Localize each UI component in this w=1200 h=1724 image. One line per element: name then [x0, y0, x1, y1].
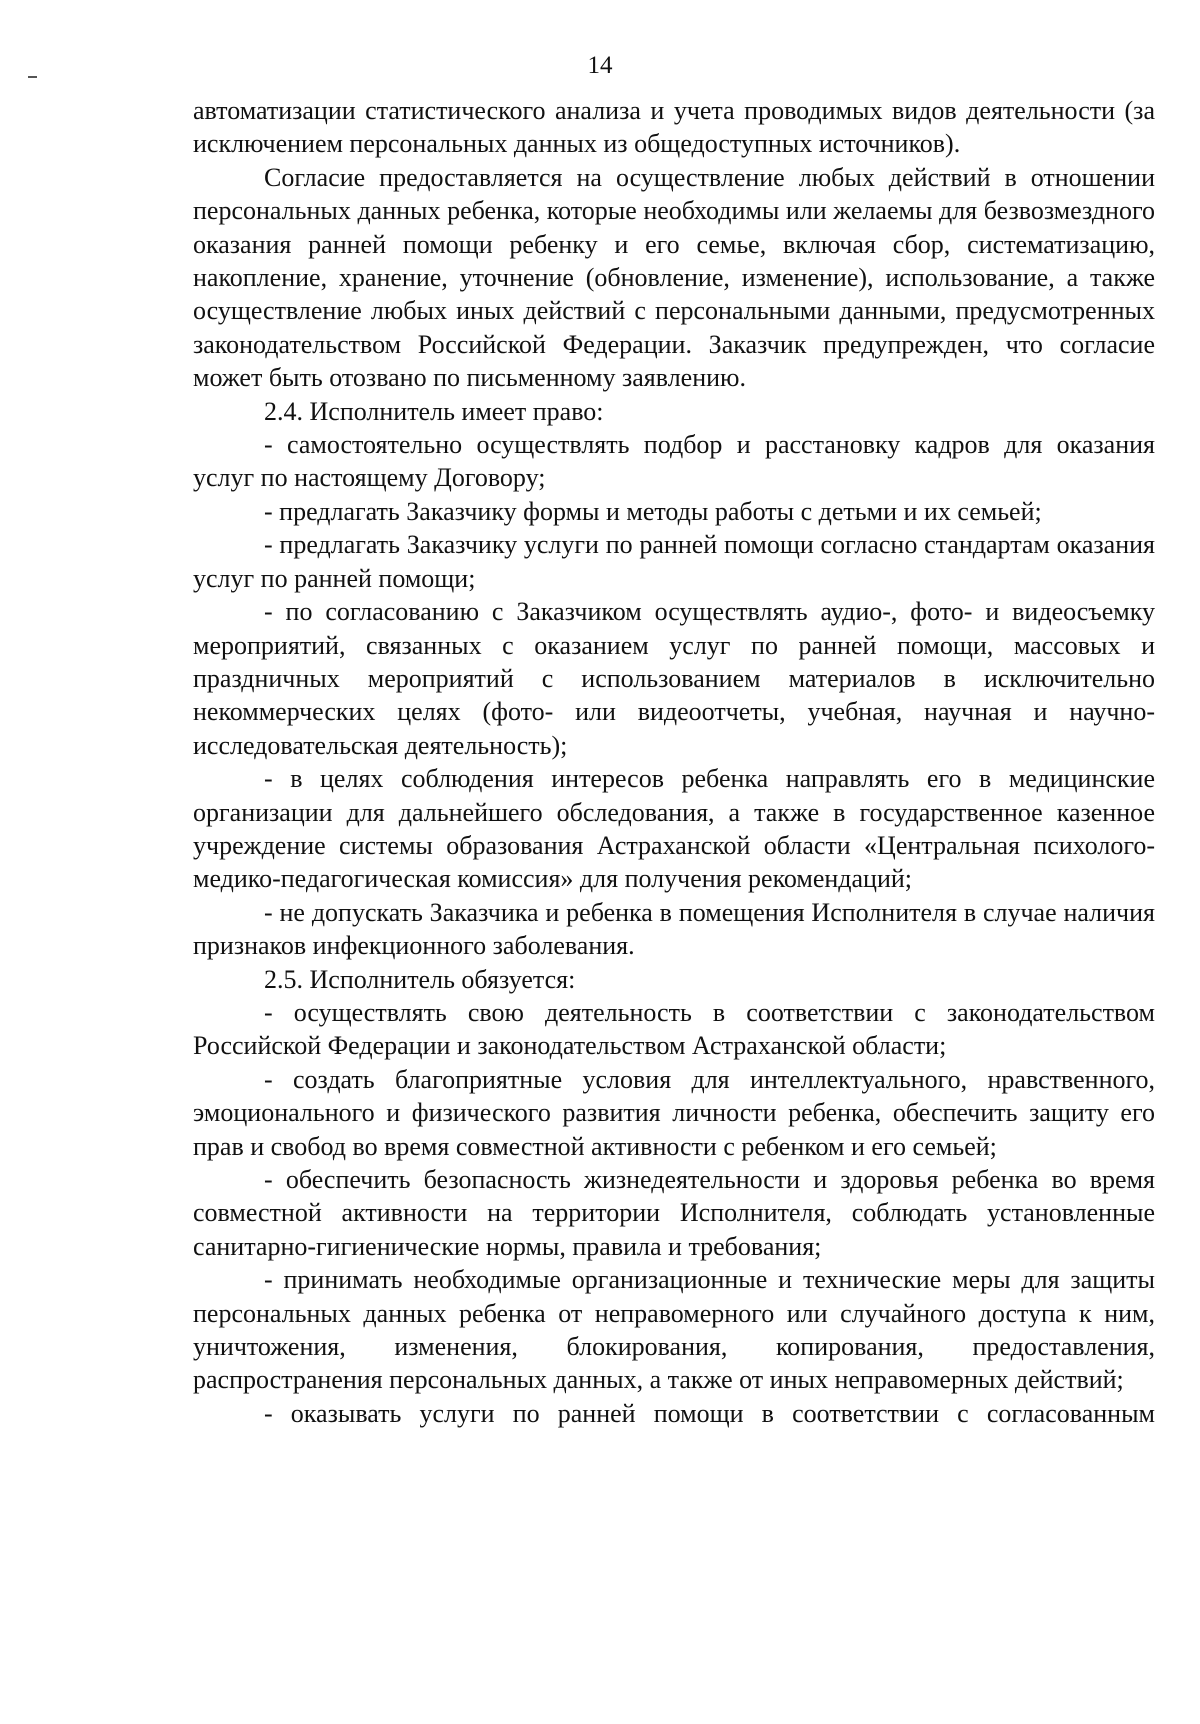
paragraph: - в целях соблюдения интересов ребенка направлять его в медицинские организации для дальнейшего обследования, а также в государственное казенное учреждение системы образования Астраханской области «Центральная психолого-медико-педагогическая комиссия» для получения рекомендаций; — [193, 764, 1155, 894]
paragraph: - обеспечить безопасность жизнедеятельности и здоровья ребенка во время совместной активности на территории Исполнителя, соблюдать установленные санитарно-гигиенические нормы, правила и требования; — [193, 1165, 1155, 1261]
document-text-body — [193, 94, 1155, 1430]
paragraph: - осуществлять свою деятельность в соответствии с законодательством Российской Федерации и законодательством Астраханской области; — [193, 997, 1155, 1061]
paragraph: - оказывать услуги по ранней помощи в соответствии с согласованным — [264, 1398, 1155, 1428]
paragraph: - по согласованию с Заказчиком осуществлять аудио-, фото- и видеосъемку мероприятий, связанных с оказанием услуг по ранней помощи, массовых и праздничных мероприятий с использованием материалов в исключительно некоммерческих целях (фото- или видеоотчеты, учебная, научная и научно-исследовательская деятельность); — [193, 597, 1155, 760]
paragraph: - самостоятельно осуществлять подбор и расстановку кадров для оказания услуг по настоящему Договору; — [193, 430, 1155, 493]
paragraph: - создать благоприятные условия для интеллектуального, нравственного, эмоционального и физического развития личности ребенка, обеспечить защиту его прав и свобод во время совместной активности с ребенком и его семьей; — [193, 1064, 1155, 1161]
paragraph: автоматизации статистического анализа и учета проводимых видов деятельности (за исключением персональных данных из общедоступных источников). — [193, 96, 1155, 159]
paragraph: - предлагать Заказчику услуги по ранней помощи согласно стандартам оказания услуг по ранней помощи; — [193, 530, 1155, 593]
page-number: 14 — [587, 52, 613, 79]
paragraph: - не допускать Заказчика и ребенка в помещения Исполнителя в случае наличия признаков инфекционного заболевания. — [193, 897, 1155, 961]
paragraph: Согласие предоставляется на осуществление любых действий в отношении персональных данных ребенка, которые необходимы или желаемы для безвозмездного оказания ранней помощи ребенку и его семье, включая сбор, систематизацию, накопление, хранение, уточнение (обновление, изменение), использование, а также осуществление любых иных действий с персональными данными, предусмотренных законодательством Российской Федерации. Заказчик предупрежден, что согласие может быть отозвано по письменному заявлению. — [193, 162, 1155, 393]
paragraph: - предлагать Заказчику формы и методы работы с детьми и их семьей; — [264, 496, 1042, 526]
paragraph: - принимать необходимые организационные и технические меры для защиты персональных данных ребенка от неправомерного или случайного доступа к ним, уничтожения, изменения, блокирования, копирования, предоставления, распространения персональных данных, а также от иных неправомерных действий; — [193, 1265, 1155, 1395]
paragraph: 2.5. Исполнитель обязуется: — [264, 964, 576, 994]
paragraph: 2.4. Исполнитель имеет право: — [264, 396, 604, 426]
